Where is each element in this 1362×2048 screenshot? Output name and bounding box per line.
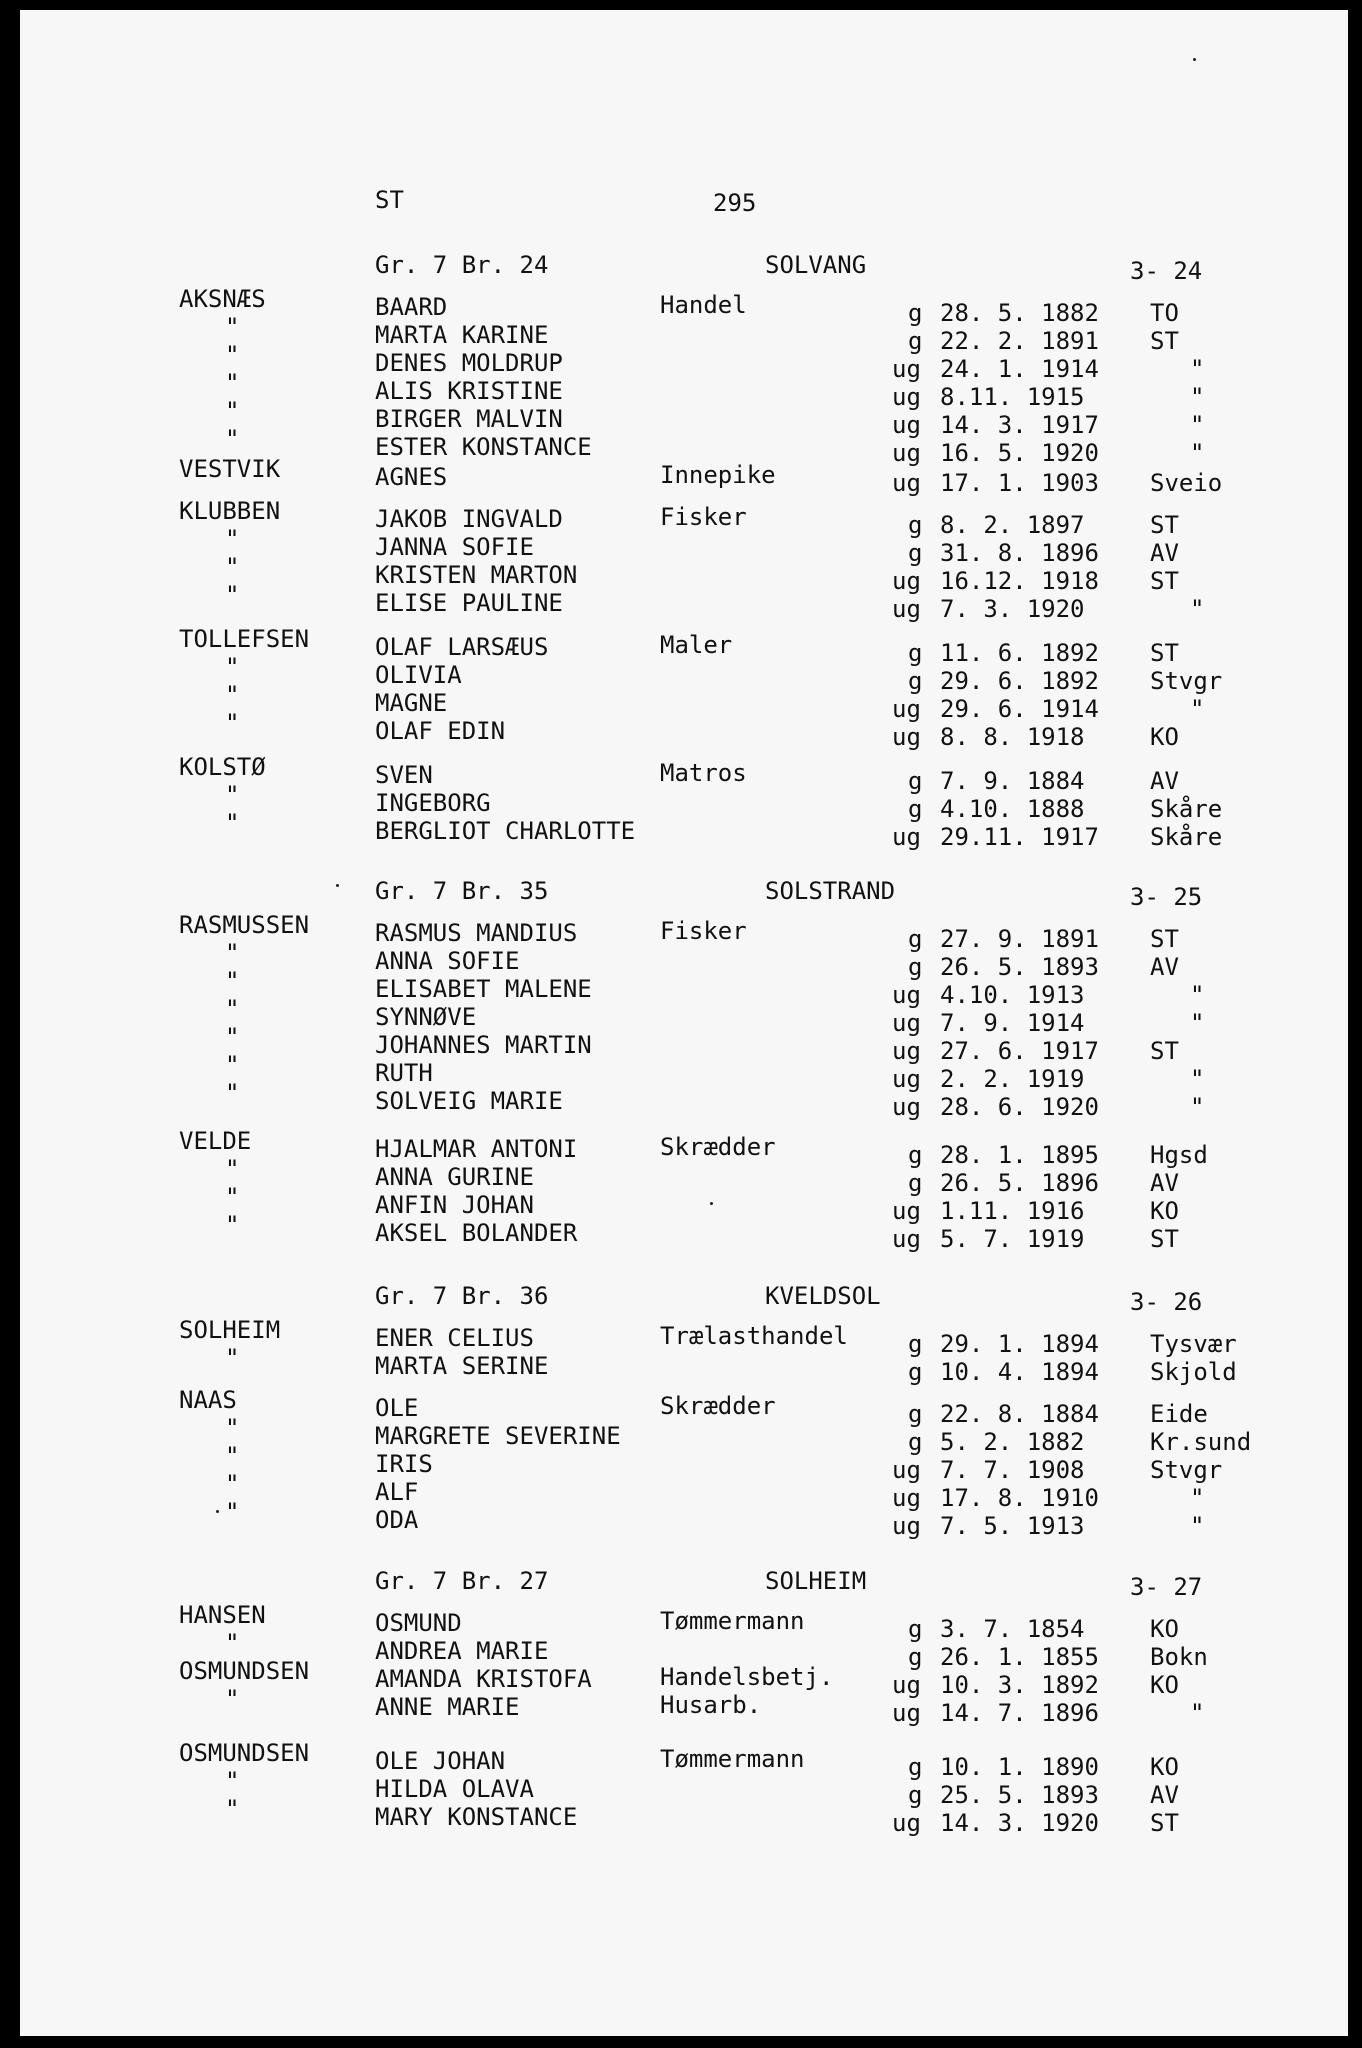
surname-cell: " xyxy=(225,581,240,609)
birth-date-cell: 5. 7. 1919 xyxy=(940,1225,1085,1253)
birth-date-cell: 29.11. 1917 xyxy=(940,823,1099,851)
surname-cell: " xyxy=(225,1211,240,1239)
surname-cell: NAAS xyxy=(179,1386,237,1414)
marital-status-cell: ug xyxy=(892,1093,921,1121)
group-reference: Gr. 7 Br. 35 xyxy=(375,877,549,905)
given-name-cell: OLAF LARSÆUS xyxy=(375,633,549,661)
occupation-cell: Fisker xyxy=(660,917,747,945)
surname-cell: " xyxy=(225,967,240,995)
given-name-cell: ANNE MARIE xyxy=(375,1693,520,1721)
occupation-cell: Handel xyxy=(660,291,747,319)
birth-date-cell: 3. 7. 1854 xyxy=(940,1615,1085,1643)
birthplace-cell: ST xyxy=(1150,1809,1179,1837)
given-name-cell: ANNA GURINE xyxy=(375,1163,534,1191)
marital-status-cell: g xyxy=(908,299,923,327)
birthplace-cell: " xyxy=(1190,383,1205,411)
birthplace-cell: " xyxy=(1190,1512,1205,1540)
birthplace-cell: AV xyxy=(1150,767,1179,795)
marital-status-cell: ug xyxy=(892,695,921,723)
birth-date-cell: 16. 5. 1920 xyxy=(940,439,1099,467)
birthplace-cell: " xyxy=(1190,595,1205,623)
group-place-name: SOLVANG xyxy=(765,251,867,279)
group-number: 3- 25 xyxy=(1130,883,1203,911)
given-name-cell: MARTA KARINE xyxy=(375,321,549,349)
birth-date-cell: 28. 1. 1895 xyxy=(940,1141,1099,1169)
birth-date-cell: 7. 7. 1908 xyxy=(940,1456,1085,1484)
birthplace-cell: KO xyxy=(1150,1197,1179,1225)
birth-date-cell: 7. 9. 1914 xyxy=(940,1009,1085,1037)
birth-date-cell: 5. 2. 1882 xyxy=(940,1428,1085,1456)
marital-status-cell: g xyxy=(908,1615,923,1643)
given-name-cell: AMANDA KRISTOFA xyxy=(375,1665,592,1693)
surname-cell: " xyxy=(225,341,240,369)
birthplace-cell: Stvgr xyxy=(1150,667,1223,695)
birthplace-cell: AV xyxy=(1150,539,1179,567)
group-reference: Gr. 7 Br. 24 xyxy=(375,251,549,279)
speck xyxy=(1193,58,1196,61)
marital-status-cell: g xyxy=(908,327,923,355)
birthplace-cell: AV xyxy=(1150,1781,1179,1809)
marital-status-cell: ug xyxy=(892,469,921,497)
marital-status-cell: ug xyxy=(892,1065,921,1093)
birthplace-cell: " xyxy=(1190,695,1205,723)
marital-status-cell: ug xyxy=(892,595,921,623)
occupation-cell: Fisker xyxy=(660,503,747,531)
birth-date-cell: 4.10. 1913 xyxy=(940,981,1085,1009)
birth-date-cell: 8. 2. 1897 xyxy=(940,511,1085,539)
birth-date-cell: 26. 1. 1855 xyxy=(940,1643,1099,1671)
birth-date-cell: 29. 6. 1892 xyxy=(940,667,1099,695)
birth-date-cell: 7. 5. 1913 xyxy=(940,1512,1085,1540)
birth-date-cell: 4.10. 1888 xyxy=(940,795,1085,823)
birthplace-cell: KO xyxy=(1150,1671,1179,1699)
marital-status-cell: g xyxy=(908,1643,923,1671)
marital-status-cell: ug xyxy=(892,1512,921,1540)
birthplace-cell: Stvgr xyxy=(1150,1456,1223,1484)
given-name-cell: AKSEL BOLANDER xyxy=(375,1219,578,1247)
group-place-name: SOLHEIM xyxy=(765,1567,867,1595)
surname-cell: " xyxy=(225,1442,240,1470)
birth-date-cell: 17. 8. 1910 xyxy=(940,1484,1099,1512)
surname-cell: " xyxy=(225,525,240,553)
surname-cell: " xyxy=(225,1183,240,1211)
birthplace-cell: ST xyxy=(1150,639,1179,667)
birthplace-cell: Skåre xyxy=(1150,823,1223,851)
birthplace-cell: AV xyxy=(1150,953,1179,981)
marital-status-cell: g xyxy=(908,795,923,823)
marital-status-cell: ug xyxy=(892,1009,921,1037)
surname-cell: HANSEN xyxy=(179,1601,266,1629)
birth-date-cell: 1.11. 1916 xyxy=(940,1197,1085,1225)
surname-cell: " xyxy=(225,995,240,1023)
birthplace-cell: " xyxy=(1190,439,1205,467)
given-name-cell: ALF xyxy=(375,1478,419,1506)
birth-date-cell: 27. 9. 1891 xyxy=(940,925,1099,953)
birthplace-cell: Sveio xyxy=(1150,469,1223,497)
marital-status-cell: g xyxy=(908,1330,923,1358)
given-name-cell: ESTER KONSTANCE xyxy=(375,433,592,461)
given-name-cell: ODA xyxy=(375,1506,419,1534)
given-name-cell: HILDA OLAVA xyxy=(375,1775,534,1803)
given-name-cell: MARGRETE SEVERINE xyxy=(375,1422,621,1450)
marital-status-cell: ug xyxy=(892,383,921,411)
group-reference: Gr. 7 Br. 36 xyxy=(375,1282,549,1310)
given-name-cell: AGNES xyxy=(375,463,448,491)
given-name-cell: ANDREA MARIE xyxy=(375,1637,549,1665)
birth-date-cell: 14. 7. 1896 xyxy=(940,1699,1099,1727)
occupation-cell: Husarb. xyxy=(660,1691,762,1719)
birth-date-cell: 17. 1. 1903 xyxy=(940,469,1099,497)
birth-date-cell: 14. 3. 1917 xyxy=(940,411,1099,439)
marital-status-cell: ug xyxy=(892,411,921,439)
given-name-cell: ANNA SOFIE xyxy=(375,947,520,975)
given-name-cell: INGEBORG xyxy=(375,789,491,817)
surname-cell: " xyxy=(225,1498,240,1526)
surname-cell: OSMUNDSEN xyxy=(179,1657,310,1685)
marital-status-cell: ug xyxy=(892,981,921,1009)
given-name-cell: OLIVIA xyxy=(375,661,462,689)
birthplace-cell: ST xyxy=(1150,1225,1179,1253)
occupation-cell: Innepike xyxy=(660,461,776,489)
surname-cell: " xyxy=(225,1629,240,1657)
marital-status-cell: ug xyxy=(892,1699,921,1727)
birth-date-cell: 16.12. 1918 xyxy=(940,567,1099,595)
given-name-cell: OLE JOHAN xyxy=(375,1747,506,1775)
birth-date-cell: 28. 6. 1920 xyxy=(940,1093,1099,1121)
marital-status-cell: g xyxy=(908,767,923,795)
marital-status-cell: ug xyxy=(892,355,921,383)
given-name-cell: BERGLIOT CHARLOTTE xyxy=(375,817,636,845)
birth-date-cell: 10. 3. 1892 xyxy=(940,1671,1099,1699)
given-name-cell: DENES MOLDRUP xyxy=(375,349,563,377)
occupation-cell: Maler xyxy=(660,631,733,659)
given-name-cell: MAGNE xyxy=(375,689,448,717)
given-name-cell: ANFIN JOHAN xyxy=(375,1191,534,1219)
birth-date-cell: 31. 8. 1896 xyxy=(940,539,1099,567)
surname-cell: KOLSTØ xyxy=(179,753,266,781)
birth-date-cell: 24. 1. 1914 xyxy=(940,355,1099,383)
marital-status-cell: ug xyxy=(892,1484,921,1512)
given-name-cell: KRISTEN MARTON xyxy=(375,561,578,589)
birthplace-cell: Eide xyxy=(1150,1400,1208,1428)
given-name-cell: JANNA SOFIE xyxy=(375,533,534,561)
marital-status-cell: g xyxy=(908,1141,923,1169)
marital-status-cell: ug xyxy=(892,1809,921,1837)
surname-cell: VELDE xyxy=(179,1127,252,1155)
birthplace-cell: " xyxy=(1190,1699,1205,1727)
birth-date-cell: 7. 9. 1884 xyxy=(940,767,1085,795)
birthplace-cell: " xyxy=(1190,1065,1205,1093)
occupation-cell: Tømmermann xyxy=(660,1745,805,1773)
given-name-cell: SYNNØVE xyxy=(375,1003,477,1031)
birth-date-cell: 22. 2. 1891 xyxy=(940,327,1099,355)
occupation-cell: Matros xyxy=(660,759,747,787)
given-name-cell: MARY KONSTANCE xyxy=(375,1803,578,1831)
birth-date-cell: 25. 5. 1893 xyxy=(940,1781,1099,1809)
given-name-cell: OLE xyxy=(375,1394,419,1422)
marital-status-cell: g xyxy=(908,539,923,567)
marital-status-cell: ug xyxy=(892,723,921,751)
marital-status-cell: ug xyxy=(892,567,921,595)
marital-status-cell: ug xyxy=(892,823,921,851)
birthplace-cell: " xyxy=(1190,411,1205,439)
birth-date-cell: 10. 4. 1894 xyxy=(940,1358,1099,1386)
surname-cell: SOLHEIM xyxy=(179,1316,281,1344)
surname-cell: TOLLEFSEN xyxy=(179,625,310,653)
group-reference: Gr. 7 Br. 27 xyxy=(375,1567,549,1595)
surname-cell: " xyxy=(225,1685,240,1713)
surname-cell: " xyxy=(225,1795,240,1823)
given-name-cell: ELISE PAULINE xyxy=(375,589,563,617)
birth-date-cell: 14. 3. 1920 xyxy=(940,1809,1099,1837)
marital-status-cell: g xyxy=(908,1169,923,1197)
birthplace-cell: KO xyxy=(1150,723,1179,751)
marital-status-cell: ug xyxy=(892,1671,921,1699)
group-number: 3- 24 xyxy=(1130,257,1203,285)
surname-cell: KLUBBEN xyxy=(179,497,281,525)
surname-cell: RASMUSSEN xyxy=(179,911,310,939)
birth-date-cell: 11. 6. 1892 xyxy=(940,639,1099,667)
birthplace-cell: Kr.sund xyxy=(1150,1428,1252,1456)
birthplace-cell: " xyxy=(1190,1484,1205,1512)
marital-status-cell: g xyxy=(908,667,923,695)
birth-date-cell: 8. 8. 1918 xyxy=(940,723,1085,751)
group-place-name: SOLSTRAND xyxy=(765,877,896,905)
given-name-cell: ALIS KRISTINE xyxy=(375,377,563,405)
birthplace-cell: Bokn xyxy=(1150,1643,1208,1671)
page-number: 295 xyxy=(713,189,757,217)
given-name-cell: OSMUND xyxy=(375,1609,462,1637)
birthplace-cell: Skåre xyxy=(1150,795,1223,823)
birthplace-cell: AV xyxy=(1150,1169,1179,1197)
group-number: 3- 26 xyxy=(1130,1288,1203,1316)
birth-date-cell: 28. 5. 1882 xyxy=(940,299,1099,327)
surname-cell: " xyxy=(225,369,240,397)
surname-cell: " xyxy=(225,809,240,837)
surname-cell: " xyxy=(225,781,240,809)
document-page xyxy=(20,10,1348,2036)
surname-cell: " xyxy=(225,709,240,737)
marital-status-cell: g xyxy=(908,639,923,667)
surname-cell: " xyxy=(225,553,240,581)
marital-status-cell: g xyxy=(908,1753,923,1781)
given-name-cell: ELISABET MALENE xyxy=(375,975,592,1003)
marital-status-cell: g xyxy=(908,1400,923,1428)
birthplace-cell: ST xyxy=(1150,327,1179,355)
marital-status-cell: ug xyxy=(892,1456,921,1484)
surname-cell: " xyxy=(225,939,240,967)
surname-cell: " xyxy=(225,1051,240,1079)
birthplace-cell: ST xyxy=(1150,511,1179,539)
surname-cell: " xyxy=(225,1767,240,1795)
surname-cell: AKSNÆS xyxy=(179,285,266,313)
surname-cell: " xyxy=(225,313,240,341)
birthplace-cell: ST xyxy=(1150,925,1179,953)
surname-cell: " xyxy=(225,425,240,453)
occupation-cell: Trælasthandel xyxy=(660,1322,848,1350)
surname-cell: OSMUNDSEN xyxy=(179,1739,310,1767)
birthplace-cell: " xyxy=(1190,981,1205,1009)
marital-status-cell: g xyxy=(908,1781,923,1809)
given-name-cell: HJALMAR ANTONI xyxy=(375,1135,578,1163)
given-name-cell: SVEN xyxy=(375,761,433,789)
birth-date-cell: 26. 5. 1893 xyxy=(940,953,1099,981)
surname-cell: " xyxy=(225,681,240,709)
marital-status-cell: g xyxy=(908,925,923,953)
occupation-cell: Handelsbetj. xyxy=(660,1663,834,1691)
given-name-cell: RASMUS MANDIUS xyxy=(375,919,578,947)
birth-date-cell: 29. 6. 1914 xyxy=(940,695,1099,723)
marital-status-cell: ug xyxy=(892,439,921,467)
surname-cell: " xyxy=(225,1344,240,1372)
given-name-cell: ENER CELIUS xyxy=(375,1324,534,1352)
birth-date-cell: 2. 2. 1919 xyxy=(940,1065,1085,1093)
group-place-name: KVELDSOL xyxy=(765,1282,881,1310)
group-number: 3- 27 xyxy=(1130,1573,1203,1601)
birthplace-cell: KO xyxy=(1150,1753,1179,1781)
given-name-cell: OLAF EDIN xyxy=(375,717,506,745)
birthplace-cell: ST xyxy=(1150,1037,1179,1065)
marital-status-cell: g xyxy=(908,1428,923,1456)
given-name-cell: IRIS xyxy=(375,1450,433,1478)
birthplace-cell: Skjold xyxy=(1150,1358,1237,1386)
surname-cell: " xyxy=(225,653,240,681)
surname-cell: VESTVIK xyxy=(179,455,281,483)
marital-status-cell: ug xyxy=(892,1037,921,1065)
marital-status-cell: g xyxy=(908,1358,923,1386)
birth-date-cell: 7. 3. 1920 xyxy=(940,595,1085,623)
birthplace-cell: " xyxy=(1190,355,1205,383)
header-code: ST xyxy=(375,186,404,214)
speck xyxy=(336,884,339,887)
birthplace-cell: " xyxy=(1190,1093,1205,1121)
surname-cell: " xyxy=(225,1079,240,1107)
birth-date-cell: 29. 1. 1894 xyxy=(940,1330,1099,1358)
speck xyxy=(710,1202,713,1205)
occupation-cell: Tømmermann xyxy=(660,1607,805,1635)
birth-date-cell: 10. 1. 1890 xyxy=(940,1753,1099,1781)
birthplace-cell: TO xyxy=(1150,299,1179,327)
surname-cell: " xyxy=(225,1023,240,1051)
marital-status-cell: g xyxy=(908,511,923,539)
given-name-cell: BAARD xyxy=(375,293,448,321)
given-name-cell: BIRGER MALVIN xyxy=(375,405,563,433)
given-name-cell: SOLVEIG MARIE xyxy=(375,1087,563,1115)
speck xyxy=(216,1510,219,1513)
birthplace-cell: Hgsd xyxy=(1150,1141,1208,1169)
birth-date-cell: 27. 6. 1917 xyxy=(940,1037,1099,1065)
surname-cell: " xyxy=(225,1155,240,1183)
marital-status-cell: g xyxy=(908,953,923,981)
surname-cell: " xyxy=(225,1470,240,1498)
given-name-cell: RUTH xyxy=(375,1059,433,1087)
given-name-cell: JAKOB INGVALD xyxy=(375,505,563,533)
given-name-cell: JOHANNES MARTIN xyxy=(375,1031,592,1059)
birthplace-cell: KO xyxy=(1150,1615,1179,1643)
marital-status-cell: ug xyxy=(892,1197,921,1225)
birth-date-cell: 26. 5. 1896 xyxy=(940,1169,1099,1197)
birth-date-cell: 8.11. 1915 xyxy=(940,383,1085,411)
birthplace-cell: " xyxy=(1190,1009,1205,1037)
marital-status-cell: ug xyxy=(892,1225,921,1253)
occupation-cell: Skrædder xyxy=(660,1392,776,1420)
given-name-cell: MARTA SERINE xyxy=(375,1352,549,1380)
birthplace-cell: Tysvær xyxy=(1150,1330,1237,1358)
occupation-cell: Skrædder xyxy=(660,1133,776,1161)
birth-date-cell: 22. 8. 1884 xyxy=(940,1400,1099,1428)
surname-cell: " xyxy=(225,1414,240,1442)
surname-cell: " xyxy=(225,397,240,425)
birthplace-cell: ST xyxy=(1150,567,1179,595)
